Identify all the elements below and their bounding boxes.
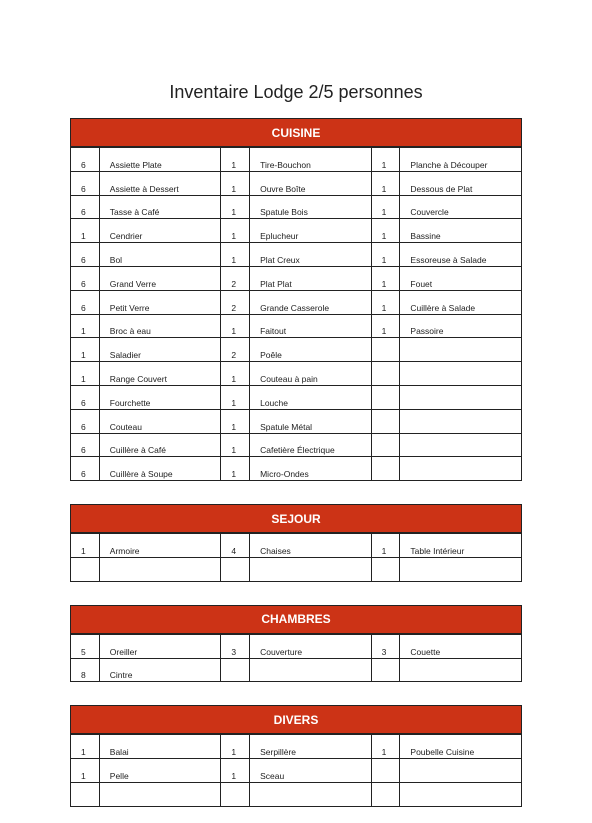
item-quantity: 5	[71, 634, 100, 658]
section-gap	[70, 582, 522, 605]
item-name	[400, 782, 522, 806]
item-quantity: 6	[71, 385, 100, 409]
table-row	[71, 759, 522, 783]
item-name: Spatule Métal	[250, 409, 372, 433]
item-quantity: 6	[71, 409, 100, 433]
item-quantity: 6	[71, 195, 100, 219]
item-name: Bassine	[400, 219, 522, 243]
item-name	[99, 782, 221, 806]
item-name: Fourchette	[99, 385, 221, 409]
item-quantity: 6	[71, 171, 100, 195]
item-name	[400, 338, 522, 362]
item-name: Balai	[99, 735, 221, 759]
item-name: Cuillère à Salade	[400, 290, 522, 314]
item-name: Dessous de Plat	[400, 171, 522, 195]
item-quantity: 1	[371, 195, 400, 219]
table-row	[71, 266, 522, 290]
item-name	[400, 457, 522, 481]
item-name: Poêle	[250, 338, 372, 362]
item-quantity: 1	[371, 148, 400, 172]
page-title: Inventaire Lodge 2/5 personnes	[169, 82, 423, 102]
item-quantity: 1	[221, 385, 250, 409]
section-gap	[70, 481, 522, 504]
item-name: Oreiller	[99, 634, 221, 658]
section-gap	[70, 682, 522, 705]
item-name: Assiette Plate	[99, 148, 221, 172]
inventory	[70, 118, 522, 807]
item-name: Poubelle Cuisine	[400, 735, 522, 759]
item-name: Range Couvert	[99, 362, 221, 386]
item-quantity	[371, 457, 400, 481]
item-name: Louche	[250, 385, 372, 409]
item-name	[400, 385, 522, 409]
item-name: Pelle	[99, 759, 221, 783]
item-quantity: 1	[221, 171, 250, 195]
item-name	[400, 362, 522, 386]
table-row	[71, 557, 522, 581]
item-name: Petit Verre	[99, 290, 221, 314]
section-header-chambres: CHAMBRES	[70, 605, 522, 634]
item-quantity: 6	[71, 266, 100, 290]
item-quantity: 1	[221, 219, 250, 243]
item-quantity	[371, 759, 400, 783]
item-name	[400, 658, 522, 682]
item-name: Essoreuse à Salade	[400, 243, 522, 267]
table-row	[71, 433, 522, 457]
table-row	[71, 338, 522, 362]
item-name: Bol	[99, 243, 221, 267]
item-name	[400, 409, 522, 433]
item-name: Sceau	[250, 759, 372, 783]
table-row	[71, 457, 522, 481]
item-name: Couverture	[250, 634, 372, 658]
item-quantity	[71, 557, 100, 581]
item-quantity: 6	[71, 148, 100, 172]
item-quantity	[221, 658, 250, 682]
item-quantity	[221, 782, 250, 806]
item-quantity: 4	[221, 534, 250, 558]
table-row	[71, 362, 522, 386]
table-row	[71, 243, 522, 267]
table-row	[71, 314, 522, 338]
item-quantity: 1	[371, 219, 400, 243]
item-quantity	[371, 338, 400, 362]
table-row	[71, 658, 522, 682]
item-name: Couteau	[99, 409, 221, 433]
item-quantity: 1	[221, 409, 250, 433]
item-quantity	[221, 557, 250, 581]
item-name: Cuillère à Café	[99, 433, 221, 457]
item-name: Planche à Découper	[400, 148, 522, 172]
item-name: Grand Verre	[99, 266, 221, 290]
item-name	[99, 557, 221, 581]
section-table-cuisine	[70, 147, 522, 481]
item-quantity	[371, 557, 400, 581]
item-quantity: 1	[371, 290, 400, 314]
item-quantity: 1	[221, 735, 250, 759]
item-quantity: 1	[221, 457, 250, 481]
item-name: Couette	[400, 634, 522, 658]
table-row	[71, 385, 522, 409]
item-quantity: 6	[71, 290, 100, 314]
item-quantity: 1	[221, 314, 250, 338]
item-name: Eplucheur	[250, 219, 372, 243]
item-quantity: 1	[71, 534, 100, 558]
item-quantity: 2	[221, 290, 250, 314]
item-quantity: 2	[221, 266, 250, 290]
item-name: Cafetière Électrique	[250, 433, 372, 457]
item-name: Saladier	[99, 338, 221, 362]
table-row	[71, 171, 522, 195]
table-row	[71, 634, 522, 658]
item-quantity: 1	[71, 338, 100, 362]
item-name: Cuillère à Soupe	[99, 457, 221, 481]
item-quantity	[371, 658, 400, 682]
item-name: Assiette à Dessert	[99, 171, 221, 195]
item-name: Tire-Bouchon	[250, 148, 372, 172]
item-name: Spatule Bois	[250, 195, 372, 219]
item-quantity: 1	[371, 266, 400, 290]
item-name: Plat Plat	[250, 266, 372, 290]
item-name: Cendrier	[99, 219, 221, 243]
item-name	[250, 658, 372, 682]
item-quantity: 6	[71, 243, 100, 267]
table-row	[71, 148, 522, 172]
item-name	[400, 557, 522, 581]
item-quantity: 1	[71, 314, 100, 338]
section-header-sejour: SEJOUR	[70, 504, 522, 533]
table-row	[71, 195, 522, 219]
item-quantity: 1	[371, 534, 400, 558]
item-name: Couteau à pain	[250, 362, 372, 386]
item-quantity	[371, 782, 400, 806]
item-quantity	[371, 409, 400, 433]
item-quantity: 1	[371, 735, 400, 759]
item-quantity	[371, 433, 400, 457]
item-quantity: 1	[71, 219, 100, 243]
item-quantity: 2	[221, 338, 250, 362]
item-quantity	[71, 782, 100, 806]
item-name: Ouvre Boîte	[250, 171, 372, 195]
item-name: Passoire	[400, 314, 522, 338]
table-row	[71, 290, 522, 314]
section-table-divers	[70, 734, 522, 806]
item-name: Fouet	[400, 266, 522, 290]
item-quantity: 1	[221, 195, 250, 219]
item-quantity	[371, 362, 400, 386]
item-quantity: 1	[371, 171, 400, 195]
section-table-sejour	[70, 533, 522, 582]
item-name	[250, 782, 372, 806]
item-name: Couvercle	[400, 195, 522, 219]
item-name: Table Intérieur	[400, 534, 522, 558]
item-quantity: 6	[71, 457, 100, 481]
item-quantity: 1	[371, 314, 400, 338]
item-name: Plat Creux	[250, 243, 372, 267]
table-row	[71, 782, 522, 806]
item-quantity: 6	[71, 433, 100, 457]
item-quantity	[371, 385, 400, 409]
item-quantity: 1	[221, 433, 250, 457]
item-quantity: 1	[221, 759, 250, 783]
item-name	[250, 557, 372, 581]
item-name: Grande Casserole	[250, 290, 372, 314]
section-table-chambres	[70, 634, 522, 683]
item-name: Cintre	[99, 658, 221, 682]
item-quantity: 3	[221, 634, 250, 658]
item-quantity: 1	[221, 148, 250, 172]
table-row	[71, 735, 522, 759]
section-header-cuisine: CUISINE	[70, 118, 522, 147]
item-quantity: 1	[221, 243, 250, 267]
item-name: Armoire	[99, 534, 221, 558]
item-quantity: 1	[221, 362, 250, 386]
item-name: Chaises	[250, 534, 372, 558]
item-name: Serpillère	[250, 735, 372, 759]
item-quantity: 1	[371, 243, 400, 267]
item-quantity: 3	[371, 634, 400, 658]
item-quantity: 1	[71, 362, 100, 386]
item-name: Micro-Ondes	[250, 457, 372, 481]
section-header-divers: DIVERS	[70, 705, 522, 734]
table-row	[71, 219, 522, 243]
item-name: Tasse à Café	[99, 195, 221, 219]
table-row	[71, 409, 522, 433]
item-name	[400, 433, 522, 457]
item-quantity: 8	[71, 658, 100, 682]
item-name: Faitout	[250, 314, 372, 338]
item-name	[400, 759, 522, 783]
item-quantity: 1	[71, 759, 100, 783]
table-row	[71, 534, 522, 558]
item-quantity: 1	[71, 735, 100, 759]
item-name: Broc à eau	[99, 314, 221, 338]
